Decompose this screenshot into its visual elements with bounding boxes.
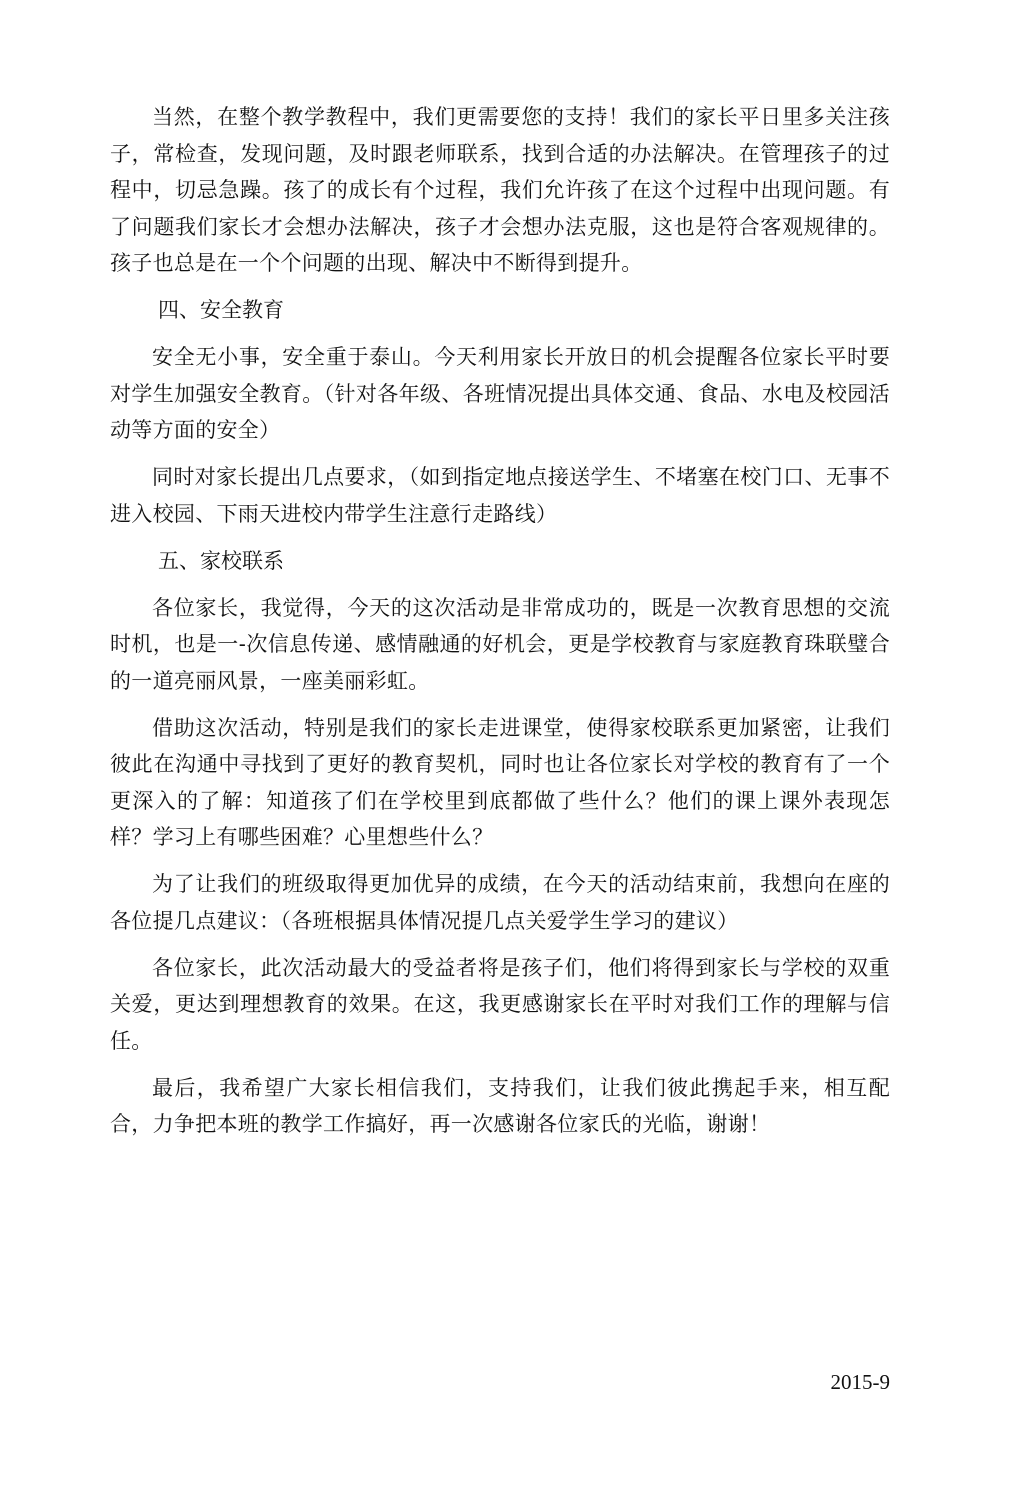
document-body [110, 99, 890, 1153]
paragraph-suggestions: 为了让我们的班级取得更加优异的成绩，在今天的活动结束前，我想向在座的各位提几点建议：（各班根据具体情况提几点关爱学生学习的建议） [110, 872, 890, 933]
paragraph-classroom-visit: 借助这次活动，特别是我们的家长走进课堂，使得家校联系更加紧密，让我们彼此在沟通中寻找到了更好的教育契机，同时也让各位家长对学校的教育有了一个更深入的了解：知道孩了们在学校里到底都做了些什么？他们的课上课外表现怎样？学习上有哪些困难？心里想些什么？ [110, 715, 890, 849]
paragraph-parent-requirements: 同时对家长提出几点要求，（如到指定地点接送学生、不堵塞在校门口、无事不进入校园、下雨天进校内带学生注意行走路线） [110, 465, 890, 526]
paragraph-safety: 安全无小事，安全重于泰山。今天利用家长开放日的机会提醒各位家长平时要对学生加强安全教育。（针对各年级、各班情况提出具体交通、食品、水电及校园活动等方面的安全） [110, 345, 890, 442]
paragraph-closing: 最后，我希望广大家长相信我们，支持我们，让我们彼此携起手来，相互配合，力争把本班的教学工作搞好，再一次感谢各位家氏的光临，谢谢！ [110, 1075, 890, 1136]
paragraph-activity-success: 各位家长，我觉得，今天的这次活动是非常成功的，既是一次教育思想的交流时机，也是一-次信息传递、感情融通的好机会，更是学校教育与家庭教育珠联璧合的一道亮丽风景，一座美丽彩虹。 [110, 595, 890, 693]
section-heading-home-school-contact: 五、家校联系 [158, 548, 284, 573]
document-date: 2015-9 [830, 1370, 890, 1394]
paragraph-beneficiaries: 各位家长，此次活动最大的受益者将是孩子们，他们将得到家长与学校的双重关爱，更达到理想教育的效果。在这，我更感谢家长在平时对我们工作的理解与信任。 [110, 955, 890, 1053]
paragraph-parent-support: 当然，在整个教学教程中，我们更需要您的支持！我们的家长平日里多关注孩子，常检查，发现问题，及时跟老师联系，找到合适的办法解决。在管理孩子的过程中，切忌急躁。孩了的成长有个过程，我们允许孩了在这个过程中出现问题。有了问题我们家长才会想办法解决，孩子才会想办法克服，这也是符合客观规律的。孩子也总是在一个个问题的出现、解决中不断得到提升。 [110, 105, 890, 275]
section-heading-safety-education: 四、安全教育 [158, 298, 284, 322]
